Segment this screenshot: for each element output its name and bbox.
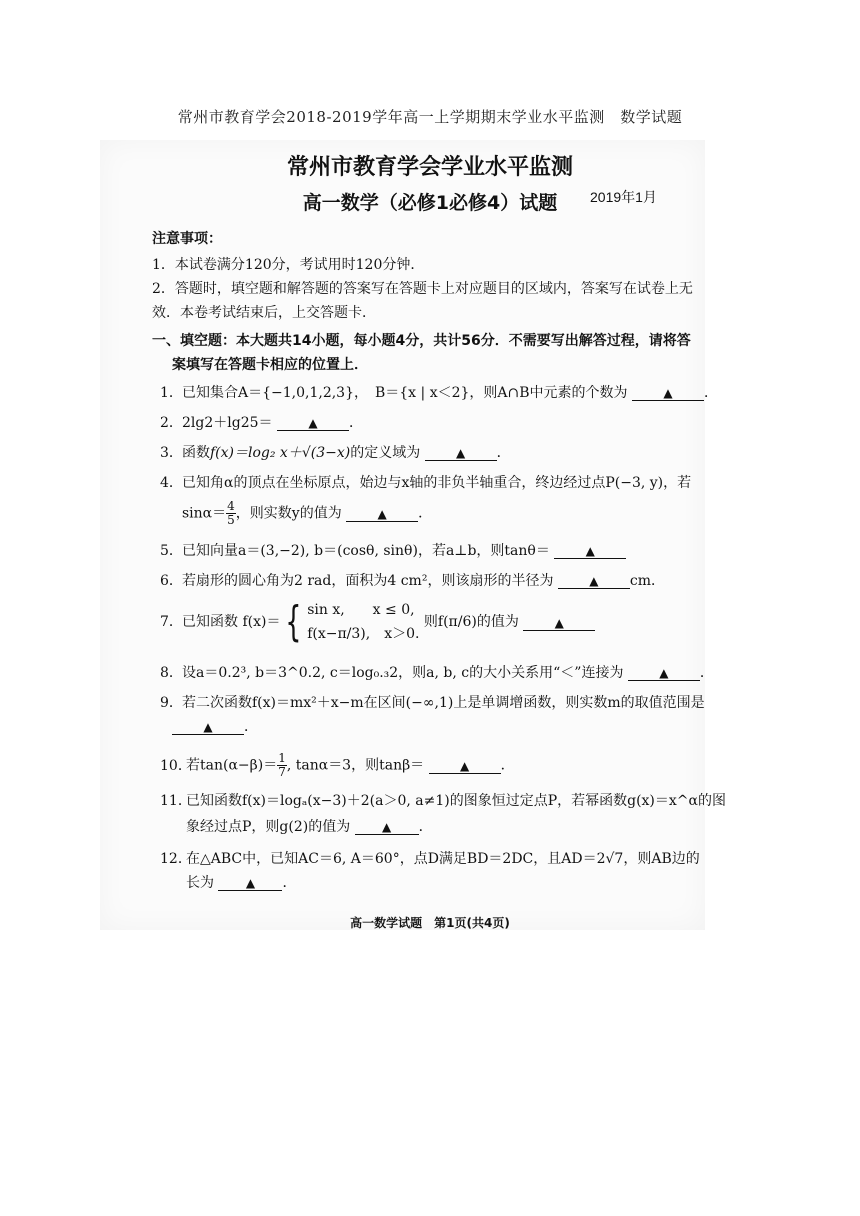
answer-blank-3: ▲ [425,444,497,461]
brace-glyph: { [285,597,302,646]
running-header: 常州市教育学会2018-2019学年高一上学期期末学业水平监测 数学试题 [177,108,683,126]
answer-blank-8: ▲ [628,664,700,681]
question-11-cont: 象经过点P，则g(2)的值为 ▲ ． [186,819,433,835]
exam-date: 2019年1月 [590,189,657,205]
page-footer: 高一数学试题 第1页(共4页) [350,916,510,930]
answer-blank-5: ▲ [554,542,626,559]
question-9-cont: ▲ ． [172,718,258,736]
answer-blank-1: ▲ [632,384,704,401]
question-11: 11．已知函数f(x)＝logₐ(x−3)＋2(a＞0, a≠1)的图象恒过定点P，若幂函数g(x)＝x^α的图 [160,793,726,809]
answer-blank-9: ▲ [172,718,244,735]
piecewise-definition: { sin x, x ≤ 0, f(x−π/3), x＞0. [285,597,420,646]
exam-subtitle: 高一数学（必修1必修4）试题 [302,192,558,214]
question-12: 12．在△ABC中，已知AC＝6, A＝60°，点D满足BD＝2DC，且AD＝2√7，则AB边的 [160,851,700,867]
answer-blank-7: ▲ [523,614,595,631]
notice-item-2: 2．答题时，填空题和解答题的答案写在答题卡上对应题目的区域内，答案写在试卷上无 [152,281,693,297]
question-12-cont: 长为 ▲ ． [186,875,297,891]
answer-blank-2: ▲ [277,414,349,431]
notice-heading: 注意事项： [152,231,222,247]
exam-title: 常州市教育学会学业水平监测 [286,155,573,180]
question-3: 3．函数f(x)＝log₂ x＋√(3−x)的定义域为 ▲ ． [160,445,511,461]
fraction-4-5: $\frac{4}{5}$ [227,499,235,527]
fraction-1-7: $\frac{1}{7}$ [278,751,286,779]
question-4: 4．已知角α的顶点在坐标原点，始边与x轴的非负半轴重合，终边经过点P(−3, y)，若 [160,475,692,491]
question-5: 5．已知向量a＝(3,−2), b＝(cosθ, sinθ)，若a⊥b，则tanθ＝ ▲ [160,542,626,560]
notice-item-3: 效．本卷考试结束后，上交答题卡． [152,305,376,321]
answer-blank-12: ▲ [218,874,282,891]
notice-item-1: 1．本试卷满分120分，考试用时120分钟． [152,257,425,273]
question-2: 2．2lg2＋lg25＝ ▲ ． [160,415,363,431]
section-1-heading: 一、填空题：本大题共14小题，每小题4分，共计56分．不需要写出解答过程，请将答 [152,333,691,349]
question-6: 6．若扇形的圆心角为2 rad，面积为4 cm²，则该扇形的半径为 ▲ cm． [160,573,666,589]
question-8: 8．设a＝0.2³, b＝3^0.2, c＝log₀.₃2，则a, b, c的大小关系用“＜”连接为 ▲ ． [160,665,714,681]
question-1: 1．已知集合A＝{−1,0,1,2,3}， B＝{x | x＜2}，则A∩B中元素的个数为 ▲ ． [160,385,718,401]
answer-blank-6: ▲ [558,572,630,589]
question-10: 10．若tan(α−β)＝ $\frac{1}{7}$ , tanα＝3，则tanβ＝ ▲ ． [160,751,515,779]
answer-blank-10: ▲ [429,757,501,774]
section-1-heading-cont: 案填写在答题卡相应的位置上． [172,357,368,373]
answer-blank-4: ▲ [346,505,418,522]
question-7: 7．已知函数 f(x)＝ { sin x, x ≤ 0, f(x−π/3), x＞0. 则f(π/6)的值为 ▲ [160,598,595,646]
question-9: 9．若二次函数f(x)＝mx²＋x−m在区间(−∞,1)上是单调增函数，则实数m的取值范围是 [160,695,705,711]
answer-blank-11: ▲ [355,818,419,835]
question-4-cont: sinα＝ $\frac{4}{5}$ ，则实数y的值为 ▲ ． [182,499,433,527]
